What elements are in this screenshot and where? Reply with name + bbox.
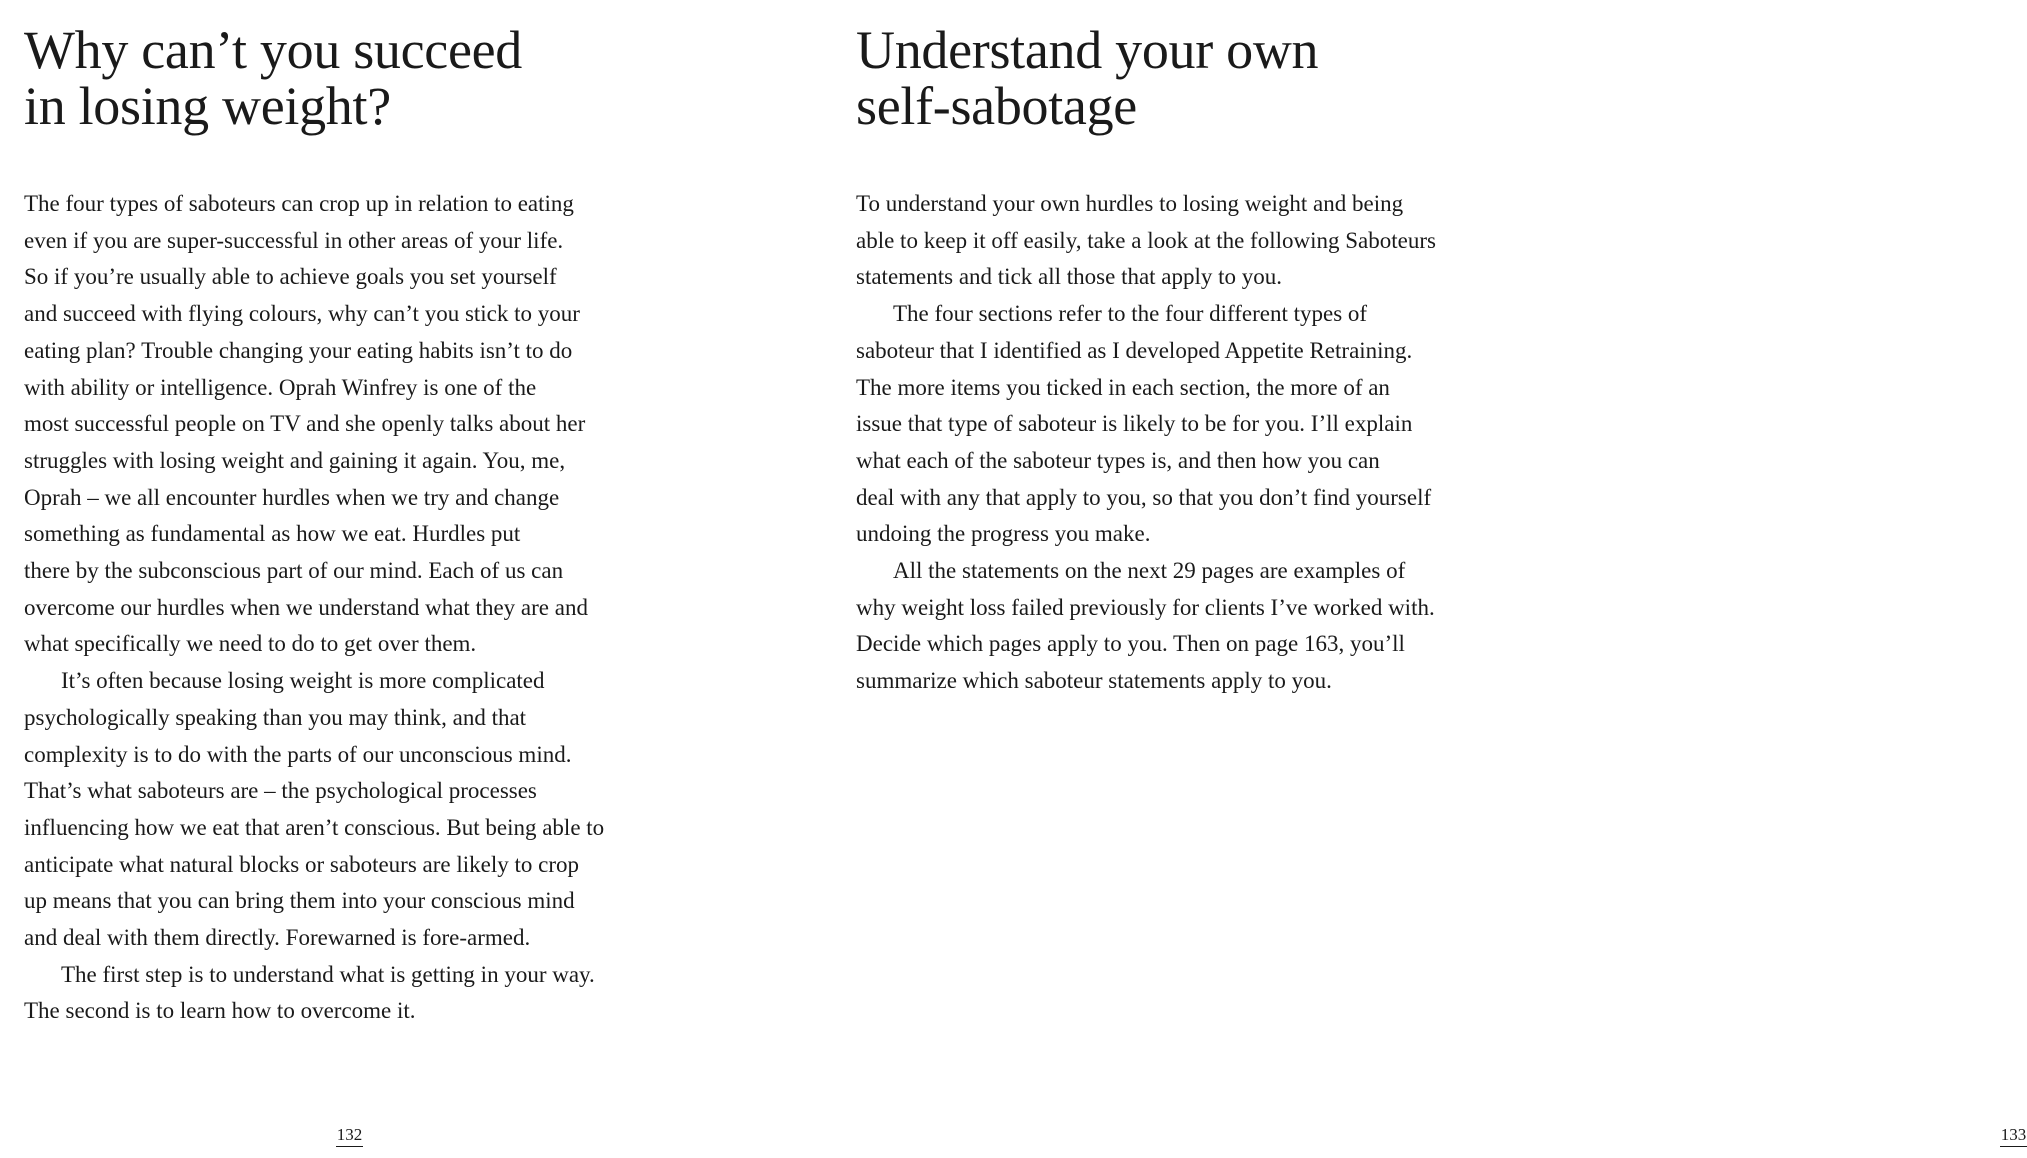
text-line: anticipate what natural blocks or saboteurs are likely to crop — [24, 851, 579, 877]
text-line: The more items you ticked in each section, the more of an — [856, 374, 1390, 400]
text-line: why weight loss failed previously for clients I’ve worked with. — [856, 594, 1435, 620]
text-line: The second is to learn how to overcome it. — [24, 998, 416, 1024]
text-line: Oprah – we all encounter hurdles when we try and change — [24, 484, 560, 510]
text-line: The four sections refer to the four different types of — [893, 301, 1368, 327]
text-line: struggles with losing weight and gaining it again. You, me, — [24, 447, 566, 473]
left-page-title — [24, 22, 522, 134]
paragraph — [24, 663, 604, 957]
text-line: The four types of saboteurs can crop up in relation to eating — [24, 191, 574, 216]
text-line: overcome our hurdles when we understand what they are and — [24, 594, 588, 620]
text-line: undoing the progress you make. — [856, 521, 1151, 547]
text-line: up means that you can bring them into your conscious mind — [24, 888, 575, 914]
text-line: It’s often because losing weight is more complicated — [61, 668, 545, 694]
left-page-body — [24, 186, 604, 1030]
text-line: and deal with them directly. Forewarned is fore-armed. — [24, 925, 531, 951]
text-line: most successful people on TV and she openly talks about her — [24, 411, 586, 437]
text-line: able to keep it off easily, take a look at the following Saboteurs — [856, 227, 1436, 253]
text-line: something as fundamental as how we eat. Hurdles put — [24, 521, 521, 547]
text-line: Decide which pages apply to you. Then on page 163, you’ll — [856, 631, 1405, 657]
text-line: All the statements on the next 29 pages are examples of — [893, 558, 1406, 584]
text-line: what specifically we need to do to get over them. — [24, 631, 477, 657]
text-line: eating plan? Trouble changing your eating habits isn’t to do — [24, 337, 573, 363]
paragraph — [856, 553, 1436, 700]
text-line: even if you are super-successful in other areas of your life. — [24, 227, 564, 253]
title-line: Understand your own — [856, 20, 1319, 80]
text-line: The first step is to understand what is getting in your way. — [61, 961, 595, 987]
text-line: with ability or intelligence. Oprah Winfrey is one of the — [24, 374, 537, 400]
text-line: what each of the saboteur types is, and then how you can — [856, 447, 1380, 473]
paragraph — [856, 296, 1436, 553]
paragraph — [856, 186, 1436, 296]
text-line: and succeed with flying colours, why can’t you stick to your — [24, 301, 580, 327]
right-page-body — [856, 186, 1436, 700]
text-line: influencing how we eat that aren’t conscious. But being able to — [24, 814, 605, 840]
text-line: So if you’re usually able to achieve goals you set yourself — [24, 264, 557, 290]
right-page — [856, 0, 2027, 1158]
text-line: there by the subconscious part of our mind. Each of us can — [24, 558, 564, 584]
paragraph — [24, 186, 604, 663]
right-page-title — [856, 22, 1318, 134]
text-line: complexity is to do with the parts of our unconscious mind. — [24, 741, 572, 767]
text-line: summarize which saboteur statements apply to you. — [856, 668, 1332, 694]
page-number: 132 — [336, 1125, 363, 1147]
title-line: self-sabotage — [856, 76, 1137, 136]
text-line: statements and tick all those that apply to you. — [856, 264, 1283, 290]
text-line: issue that type of saboteur is likely to be for you. I’ll explain — [856, 411, 1413, 437]
text-line: deal with any that apply to you, so that you don’t find yourself — [856, 484, 1432, 510]
paragraph — [24, 957, 604, 1030]
text-line: saboteur that I identified as I developed Appetite Retraining. — [856, 337, 1413, 363]
text-line: psychologically speaking than you may think, and that — [24, 704, 527, 730]
text-line: To understand your own hurdles to losing weight and being — [856, 191, 1404, 216]
page-number: 133 — [2000, 1125, 2027, 1147]
left-page — [24, 0, 644, 1158]
text-line: That’s what saboteurs are – the psychological processes — [24, 778, 537, 804]
title-line: Why can’t you succeed — [24, 20, 522, 80]
title-line: in losing weight? — [24, 76, 391, 136]
